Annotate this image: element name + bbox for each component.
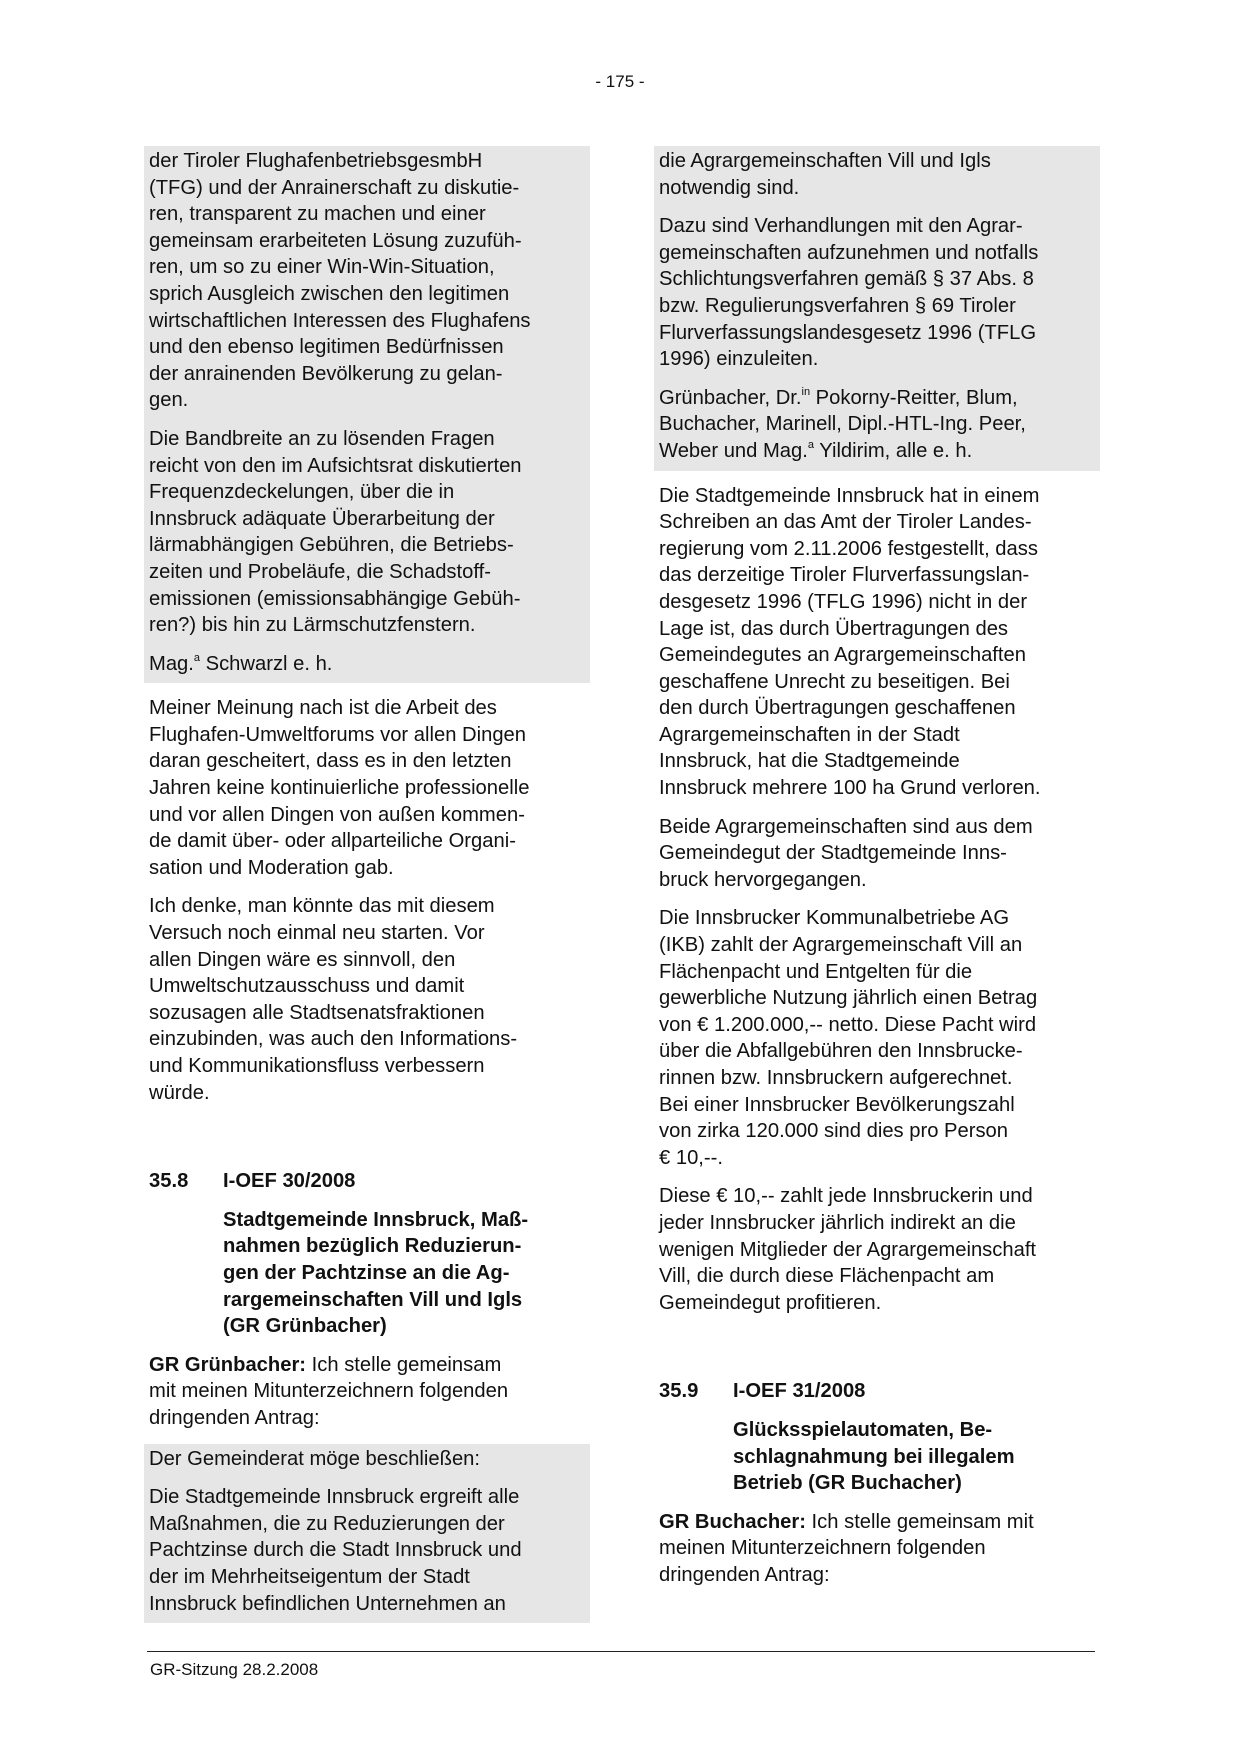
speaker-text: Ich stelle gemeinsam mit meinen Mitunterzeichnern folgenden dringenden Antrag: xyxy=(659,1510,1034,1586)
section-number: 35.9 xyxy=(659,1380,699,1403)
footer-divider xyxy=(147,1651,1095,1652)
section-title: Glücksspielautomaten, Be- schlagnahmung bei illegalem Betrieb (GR Buchacher) xyxy=(733,1418,1015,1495)
signature-text: Mag. xyxy=(149,652,194,675)
body-paragraph: Diese € 10,-- zahlt jede Innsbruckerin und jeder Innsbrucker jährlich indirekt an die wenigen Mitglieder der Agrargemeinschaft Vill, die durch diese Flächenpacht am Gemeindegut profitieren. xyxy=(659,1185,1037,1314)
speaker-text: Ich stelle gemeinsam mit meinen Mitunterzeichnern folgenden dringenden Antrag: xyxy=(149,1353,509,1429)
shaded-motion-block xyxy=(654,146,1100,471)
motion-paragraph: Die Stadtgemeinde Innsbruck ergreift alle Maßnahmen, die zu Reduzierungen der Pachtzinse durch die Stadt Innsbruck und der im Mehrheitseigentum der Stadt Innsbruck befindlichen Unternehmen an xyxy=(149,1486,522,1615)
superscript: a xyxy=(193,651,201,664)
body-paragraph: Ich denke, man könnte das mit diesem Versuch noch einmal neu starten. Vor allen Dingen wäre es sinnvoll, den Umweltschutzausschuss und damit sozusagen alle Stadtsenatsfraktionen einzubinden, was auch den Informations- und Kommunikationsfluss verbessern würde. xyxy=(149,895,518,1104)
quote-paragraph: der Tiroler FlughafenbetriebsgesmbH (TFG) und der Anrainerschaft zu diskutie- ren, transparent zu machen und einer gemeinsam erarbeiteten Lösung zuzufüh- ren, um so zu einer Win-Win-Situation, sprich Ausgleich zwischen den legitimen wirtschaftlichen Interessen des Flughafens und den ebenso legitimen Bedürfnissen der anrainenden Bevölkerung zu gelan- gen. xyxy=(149,150,531,412)
footer-text: GR-Sitzung 28.2.2008 xyxy=(150,1660,319,1679)
quote-signature xyxy=(147,651,587,684)
section-heading xyxy=(657,1378,1097,1405)
signature-text: Grünbacher, Dr. xyxy=(659,386,802,409)
section-code: I-OEF 31/2008 xyxy=(733,1380,866,1403)
signature-text: Yildirim, alle e. h. xyxy=(814,439,973,462)
page-number: - 175 - xyxy=(595,72,645,91)
speaker-paragraph xyxy=(657,1509,1097,1589)
body-paragraph: Beide Agrargemeinschaften sind aus dem Gemeindegut der Stadtgemeinde Inns- bruck hervorgegangen. xyxy=(659,815,1033,891)
superscript: in xyxy=(801,385,811,398)
shaded-quote-block xyxy=(144,146,590,683)
speaker-label: GR Grünbacher: xyxy=(149,1353,307,1376)
quote-paragraph: Die Bandbreite an zu lösenden Fragen reicht von den im Aufsichtsrat diskutierten Frequenzdeckelungen, über die in Innsbruck adäquate Überarbeitung der lärmabhängigen Gebühren, die Betriebs- zeiten und Probeläufe, die Schadstoff- emissionen (emissionsabhängige Gebüh- ren?) bis hin zu Lärmschutzfenstern. xyxy=(149,427,522,637)
signature-text: Schwarzl e. h. xyxy=(200,652,333,675)
body-paragraph: Meiner Meinung nach ist die Arbeit des Flughafen-Umweltforums vor allen Dingen daran gescheitert, dass es in den letzten Jahren keine kontinuierliche professionelle und vor allen Dingen von außen kommen- de damit über- oder allparteiliche Organi- sation und Moderation gab. xyxy=(149,697,530,879)
speaker-paragraph xyxy=(147,1352,587,1432)
right-column xyxy=(657,146,1097,1601)
body-paragraph: Die Stadtgemeinde Innsbruck hat in einem Schreiben an das Amt der Tiroler Landes- regierung vom 2.11.2006 festgestellt, dass das derzeitige Tiroler Flurverfassungslan- desgesetz 1996 (TFLG 1996) nicht in der Lage ist, das durch Übertragungen des Gemeindegutes an Agrargemeinschaften geschaffene Unrecht zu beseitigen. Bei den durch Übertragungen geschaffenen Agrargemeinschaften in der Stadt Innsbruck, hat die Stadtgemeinde Innsbruck mehrere 100 ha Grund verloren. xyxy=(659,484,1041,800)
body-paragraph: Die Innsbrucker Kommunalbetriebe AG (IKB) zahlt der Agrargemeinschaft Vill an Flächenpacht und Entgelten für die gewerbliche Nutzung jährlich einen Betrag von € 1.200.000,-- netto. Diese Pacht wird über die Abfallgebühren den Innsbrucke- rinnen bzw. Innsbruckern aufgerechnet. Bei einer Innsbrucker Bevölkerungszahl von zirka 120.000 sind dies pro Person € 10,--. xyxy=(659,907,1038,1169)
section-number: 35.8 xyxy=(149,1170,189,1193)
superscript: a xyxy=(807,438,814,451)
section-code: I-OEF 30/2008 xyxy=(223,1170,356,1193)
speaker-label: GR Buchacher: xyxy=(659,1510,806,1533)
motion-paragraph: Der Gemeinderat möge beschließen: xyxy=(149,1447,481,1470)
motion-signatures xyxy=(657,385,1097,471)
signature-text: Pokorny-Reitter, Blum, Buchacher, Marinell, Dipl.-HTL-Ing. Peer, Weber und Mag. xyxy=(659,386,1026,462)
section-heading xyxy=(147,1168,587,1195)
shaded-motion-block xyxy=(144,1444,590,1624)
motion-paragraph: Dazu sind Verhandlungen mit den Agrar- gemeinschaften aufzunehmen und notfalls Schlichtungsverfahren gemäß § 37 Abs. 8 bzw. Regulierungsverfahren § 69 Tiroler Flurverfassungslandesgesetz 1996 (TFLG 1996) einzuleiten. xyxy=(659,215,1039,371)
motion-paragraph: die Agrargemeinschaften Vill und Igls notwendig sind. xyxy=(659,150,991,199)
section-title: Stadtgemeinde Innsbruck, Maß- nahmen bezüglich Reduzierun- gen der Pachtzinse an die Ag- rargemeinschaften Vill und Igls (GR Grünbacher) xyxy=(223,1208,529,1338)
left-column xyxy=(147,146,587,1635)
